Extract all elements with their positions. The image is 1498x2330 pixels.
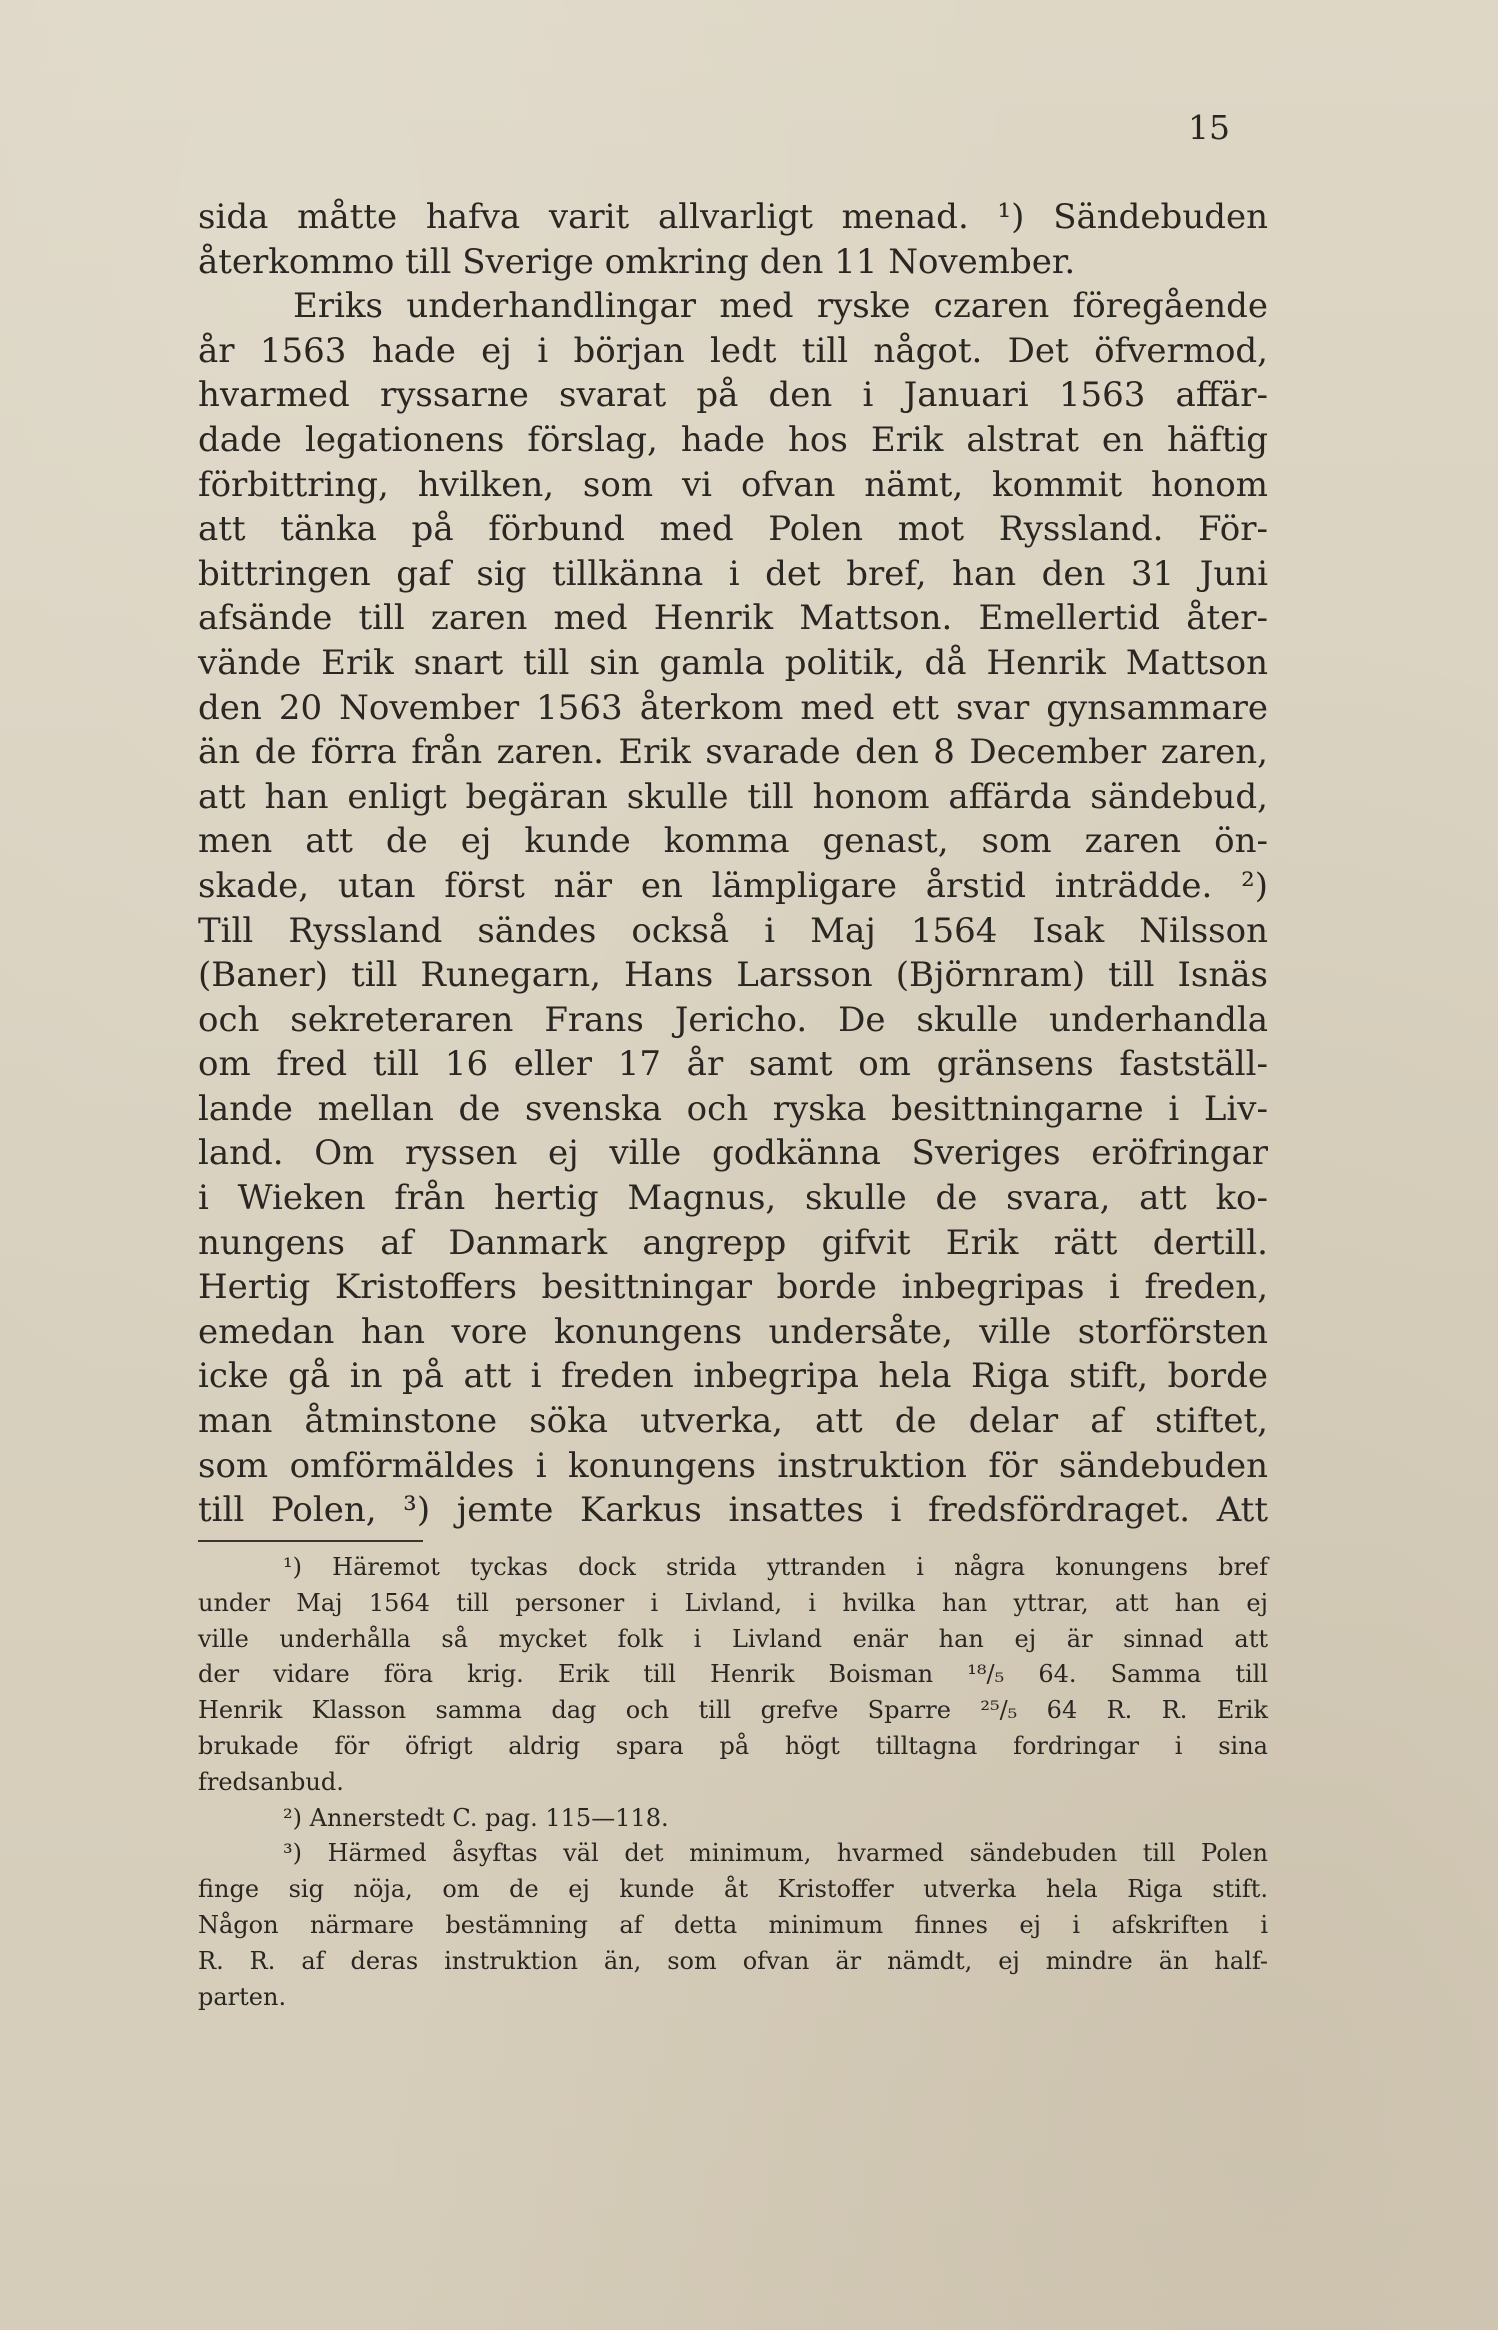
footnote-line: fredsanbud.: [198, 1767, 344, 1796]
text-line: Eriks underhandlingar med ryske czaren föregående: [293, 286, 1268, 327]
footnote-line: Henrik Klasson samma dag och till grefve Sparre ²⁵/₅ 64 R. R. Erik: [198, 1696, 1268, 1725]
text-line: förbittring, hvilken, som vi ofvan nämt, kommit honom: [198, 464, 1268, 505]
footnote-line: parten.: [198, 1982, 287, 2011]
text-line: emedan han vore konungens undersåte, ville storförsten: [198, 1311, 1268, 1352]
text-line: och sekreteraren Frans Jericho. De skulle underhandla: [198, 999, 1268, 1040]
page-number: 15: [1188, 108, 1230, 147]
text-line: sida måtte hafva varit allvarligt menad. ¹) Sändebuden: [198, 197, 1268, 237]
text-line: om fred till 16 eller 17 år samt om gränsens fastställ-: [198, 1044, 1268, 1085]
text-line: (Baner) till Runegarn, Hans Larsson (Björnram) till Isnäs: [198, 955, 1268, 996]
text-line: i Wieken från hertig Magnus, skulle de svara, att ko-: [198, 1178, 1268, 1219]
footnote-line: brukade för öfrigt aldrig spara på högt tilltagna fordringar i sina: [198, 1731, 1268, 1760]
text-line: lande mellan de svenska och ryska besittningarne i Liv-: [198, 1088, 1268, 1129]
text-line: Hertig Kristoffers besittningar borde inbegripas i freden,: [198, 1267, 1268, 1308]
text-line: återkommo till Sverige omkring den 11 November.: [198, 241, 1076, 282]
footnote-line: der vidare föra krig. Erik till Henrik Boisman ¹⁸/₅ 64. Samma till: [198, 1660, 1268, 1689]
text-line: men att de ej kunde komma genast, som zaren ön-: [198, 821, 1268, 862]
footnote-line: ³) Härmed åsyftas väl det minimum, hvarmed sändebuden till Polen: [283, 1839, 1268, 1868]
text-line: hvarmed ryssarne svarat på den i Januari 1563 affär-: [198, 375, 1268, 416]
footnote-line: under Maj 1564 till personer i Livland, i hvilka han yttrar, att han ej: [198, 1588, 1268, 1617]
footnote-divider: [198, 1540, 423, 1542]
text-line: land. Om ryssen ej ville godkänna Sveriges eröfringar: [198, 1133, 1268, 1174]
text-line: Till Ryssland sändes också i Maj 1564 Isak Nilsson: [198, 910, 1268, 951]
footnote-line: ville underhålla så mycket folk i Livland enär han ej är sinnad att: [198, 1624, 1268, 1653]
text-line: att tänka på förbund med Polen mot Ryssland. För-: [198, 509, 1268, 550]
text-line: än de förra från zaren. Erik svarade den 8 December zaren,: [198, 732, 1268, 773]
text-line: man åtminstone söka utverka, att de delar af stiftet,: [198, 1401, 1268, 1442]
text-line: icke gå in på att i freden inbegripa hela Riga stift, borde: [198, 1356, 1268, 1397]
text-line: år 1563 hade ej i början ledt till något. Det öfvermod,: [198, 330, 1268, 371]
footnote-line: Någon närmare bestämning af detta minimum finnes ej i afskriften i: [198, 1910, 1268, 1939]
text-line: till Polen, ³) jemte Karkus insattes i fredsfördraget. Att: [198, 1490, 1268, 1531]
footnotes: [198, 1550, 1268, 2015]
footnote-line: R. R. af deras instruktion än, som ofvan är nämdt, ej mindre än half-: [198, 1946, 1268, 1975]
text-line: den 20 November 1563 återkom med ett svar gynsammare: [198, 687, 1268, 728]
footnote-line: ²) Annerstedt C. pag. 115—118.: [283, 1803, 669, 1832]
footnote-line: ¹) Häremot tyckas dock strida yttranden i några konungens bref: [283, 1553, 1268, 1581]
main-text: [198, 195, 1268, 1533]
text-line: skade, utan först när en lämpligare årstid inträdde. ²): [198, 865, 1268, 906]
text-line: som omförmäldes i konungens instruktion för sändebuden: [198, 1445, 1268, 1486]
text-line: bittringen gaf sig tillkänna i det bref, han den 31 Juni: [198, 553, 1268, 594]
text-line: att han enligt begäran skulle till honom affärda sändebud,: [198, 776, 1268, 817]
text-line: afsände till zaren med Henrik Mattson. Emellertid åter-: [198, 598, 1268, 639]
text-line: nungens af Danmark angrepp gifvit Erik rätt dertill.: [198, 1222, 1268, 1263]
footnote-line: finge sig nöja, om de ej kunde åt Kristoffer utverka hela Riga stift.: [198, 1875, 1268, 1904]
text-line: vände Erik snart till sin gamla politik, då Henrik Mattson: [198, 642, 1268, 683]
text-line: dade legationens förslag, hade hos Erik alstrat en häftig: [198, 419, 1268, 460]
